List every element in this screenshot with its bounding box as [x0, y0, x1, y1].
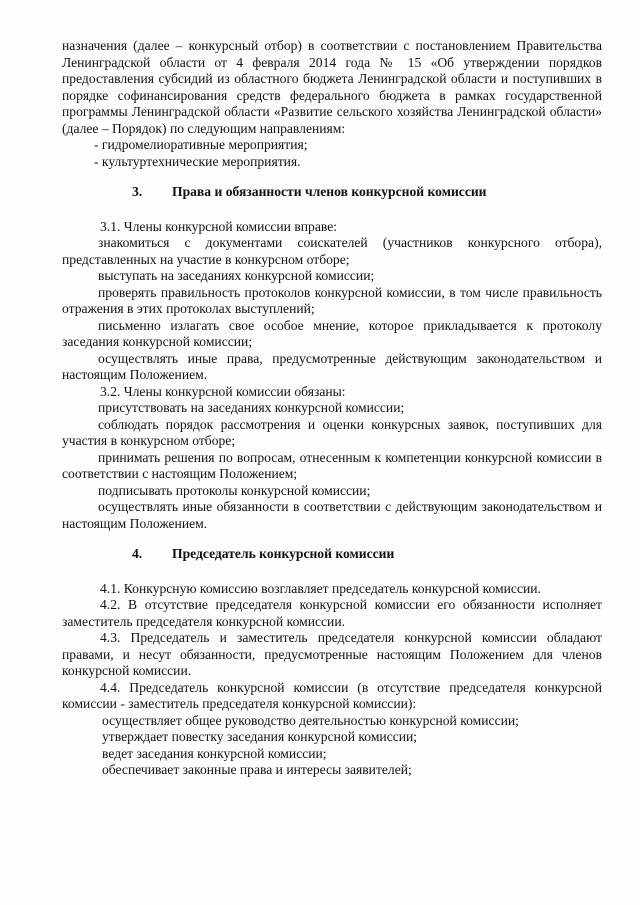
clause-3-2-item: соблюдать порядок рассмотрения и оценки конкурсных заявок, поступивших для участия в конкурсном отборе;	[62, 416, 602, 448]
clause-4-4-item: ведет заседания конкурсной комиссии;	[102, 745, 327, 761]
clause-3-1-item: выступать на заседаниях конкурсной комиссии;	[98, 268, 375, 283]
clause-4-2: 4.2. В отсутствие председателя конкурсной комиссии его обязанности исполняет заместитель председателя конкурсной комиссии.	[62, 597, 602, 629]
intro-bullet-1: - гидромелиоративные мероприятия;	[94, 137, 308, 152]
clause-3-2-item: присутствовать на заседаниях конкурсной комиссии;	[98, 400, 405, 415]
clause-4-4: 4.4. Председатель конкурсной комиссии (в отсутствие председателя конкурсной комиссии - заместитель председателя конкурсной комиссии):	[62, 679, 602, 711]
clause-3-2-item: принимать решения по вопросам, отнесенным к компетенции конкурсной комиссии в соответствии с настоящим Положением;	[62, 449, 602, 481]
clause-3-2-item: подписывать протоколы конкурсной комиссии;	[98, 482, 371, 498]
section-4-title: Председатель конкурсной комиссии	[172, 546, 395, 561]
clause-3-2-item: осуществлять иные обязанности в соответствии с действующим законодательством и настоящим Положением.	[62, 499, 602, 531]
section-3-number: 3.	[132, 184, 143, 199]
section-4-heading	[62, 546, 602, 563]
clause-4-4-item: утверждает повестку заседания конкурсной комиссии;	[102, 729, 418, 744]
clause-4-1: 4.1. Конкурсную комиссию возглавляет председатель конкурсной комиссии.	[100, 580, 541, 596]
section-3-heading	[62, 184, 602, 201]
clause-3-1-item: осуществлять иные права, предусмотренные действующим законодательством и настоящим Положением.	[62, 350, 602, 382]
intro-paragraph: назначения (далее – конкурсный отбор) в соответствии с постановлением Правительства Ленинградской области от 4 февраля 2014 года № 15 «Об утверждении порядков предоставления субсидий из областного бюджета Ленинградской области и поступивших в порядке софинансирования средств федерального бюджета в рамках государственной программы Ленинградской области «Развитие сельского хозяйства Ленинградской области» (далее – Порядок) по следующим направлениям:	[62, 38, 602, 136]
clause-4-3: 4.3. Председатель и заместитель председателя конкурсной комиссии обладают правами, и несут обязанности, предусмотренные настоящим Положением для членов конкурсной комиссии.	[62, 630, 602, 678]
intro-bullet-2: - культуртехнические мероприятия.	[94, 153, 301, 169]
section-4-number: 4.	[132, 546, 143, 561]
clause-3-1-item: письменно излагать свое особое мнение, которое прикладывается к протоколу заседания конкурсной комиссии;	[62, 317, 602, 349]
clause-3-2-heading: 3.2. Члены конкурсной комиссии обязаны:	[100, 383, 346, 399]
clause-4-4-item: обеспечивает законные права и интересы заявителей;	[102, 762, 412, 777]
section-3-title: Права и обязанности членов конкурсной комиссии	[172, 184, 487, 199]
clause-3-1-heading: 3.1. Члены конкурсной комиссии вправе:	[100, 218, 338, 234]
clause-3-1-item: знакомиться с документами соискателей (участников конкурсного отбора), представленных на участие в конкурсном отборе;	[62, 235, 602, 267]
clause-3-1-item: проверять правильность протоколов конкурсной комиссии, в том числе правильность отражения в этих протоколах выступлений;	[62, 284, 602, 316]
clause-4-4-item: осуществляет общее руководство деятельностью конкурсной комиссии;	[102, 712, 519, 728]
page-content	[62, 38, 602, 779]
